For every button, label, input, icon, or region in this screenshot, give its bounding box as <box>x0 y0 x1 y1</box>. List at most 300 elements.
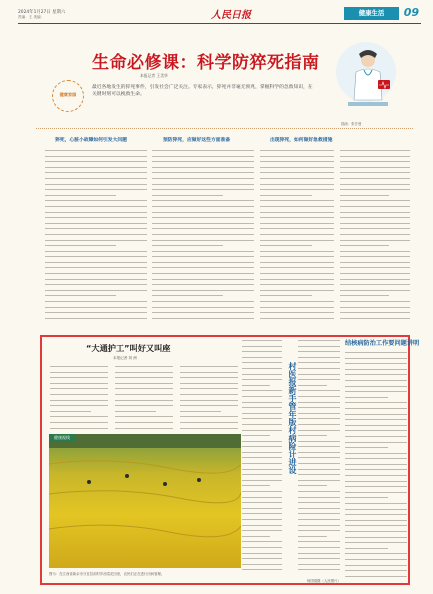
text-line <box>242 491 282 492</box>
text-line <box>242 457 282 458</box>
text-line <box>50 388 108 389</box>
text-line <box>45 279 147 280</box>
text-line <box>50 372 108 373</box>
text-line <box>152 262 254 263</box>
text-line <box>45 256 147 257</box>
text-line <box>115 405 173 406</box>
desk-icon <box>348 102 388 106</box>
text-line <box>242 530 282 531</box>
text-line <box>298 508 340 509</box>
text-line <box>260 184 334 185</box>
text-line <box>242 413 282 414</box>
text-line <box>340 161 410 162</box>
field-row-3 <box>49 525 241 537</box>
text-line <box>152 290 254 291</box>
text-line <box>260 251 334 252</box>
text-line <box>180 366 238 367</box>
text-line <box>180 388 238 389</box>
text-line <box>260 178 334 179</box>
text-line <box>242 424 282 425</box>
text-line <box>298 396 340 397</box>
text-line <box>45 267 147 268</box>
doctor-coat-icon <box>354 69 382 100</box>
text-line <box>45 295 116 296</box>
text-line <box>345 548 388 549</box>
text-line <box>45 307 147 308</box>
text-line <box>260 156 334 157</box>
text-line <box>260 290 334 291</box>
text-line <box>345 458 407 459</box>
feature-col-2 <box>115 366 173 433</box>
text-line <box>340 256 410 257</box>
text-line <box>345 408 407 409</box>
text-line <box>298 564 340 565</box>
text-line <box>260 256 334 257</box>
text-line <box>242 346 282 347</box>
text-line <box>298 446 340 447</box>
text-line <box>298 463 340 464</box>
text-line <box>345 469 407 470</box>
text-line <box>45 212 147 213</box>
text-line <box>45 240 147 241</box>
text-line <box>45 312 147 313</box>
text-line <box>340 212 410 213</box>
text-line <box>345 436 407 437</box>
text-line <box>45 189 147 190</box>
text-line <box>260 307 334 308</box>
illustration-caption: 插画：张芳曼 <box>341 122 362 126</box>
text-line <box>242 463 282 464</box>
text-line <box>50 411 91 412</box>
text-line <box>242 469 282 470</box>
text-line <box>298 474 340 475</box>
text-line <box>152 234 254 235</box>
text-line <box>298 541 340 542</box>
text-line <box>115 394 173 395</box>
text-line <box>242 502 282 503</box>
text-line <box>340 284 410 285</box>
text-line <box>242 430 282 431</box>
text-line <box>115 366 173 367</box>
text-line <box>340 150 410 151</box>
text-line <box>298 407 340 408</box>
text-line <box>45 184 147 185</box>
text-line <box>340 312 410 313</box>
text-line <box>45 318 147 319</box>
field-scene <box>49 434 241 568</box>
text-line <box>152 184 254 185</box>
text-line <box>298 525 340 526</box>
text-line <box>260 167 334 168</box>
text-line <box>152 318 254 319</box>
text-line <box>242 553 282 554</box>
text-line <box>345 414 407 415</box>
text-line <box>298 430 340 431</box>
text-line <box>50 366 108 367</box>
text-line <box>242 374 282 375</box>
text-line <box>242 497 282 498</box>
text-line <box>152 217 254 218</box>
text-line <box>345 525 407 526</box>
text-line <box>152 301 254 302</box>
text-line <box>45 172 147 173</box>
text-line <box>345 542 407 543</box>
text-line <box>45 245 116 246</box>
text-line <box>115 400 173 401</box>
text-line <box>298 435 327 436</box>
text-line <box>260 172 334 173</box>
text-line <box>45 262 147 263</box>
text-line <box>50 377 108 378</box>
text-line <box>345 442 407 443</box>
text-line <box>298 519 340 520</box>
text-line <box>298 413 340 414</box>
text-line <box>298 513 340 514</box>
editor-credit: 责编：王 美编： <box>18 15 45 19</box>
text-line <box>242 357 282 358</box>
text-line <box>242 340 282 341</box>
text-line <box>260 150 334 151</box>
text-line <box>260 217 334 218</box>
text-line <box>115 428 173 429</box>
text-line <box>340 189 410 190</box>
text-line <box>298 547 340 548</box>
text-line <box>340 228 410 229</box>
text-line <box>45 167 147 168</box>
farmer-icon <box>197 478 201 482</box>
text-line <box>152 279 254 280</box>
text-line <box>115 388 173 389</box>
text-line <box>345 481 407 482</box>
text-line <box>152 206 254 207</box>
text-line <box>50 405 108 406</box>
text-line <box>340 167 410 168</box>
feature-byline: 本报记者 刘 洲 <box>113 356 137 360</box>
text-line <box>298 457 340 458</box>
column-4-text <box>340 150 410 323</box>
photo-caption: 图为：在江西省新余市分宜县洞村乡油菜花田里，农民们正在进行田间管理。 <box>49 572 165 576</box>
column-badge: 健康家园 <box>59 92 77 97</box>
text-line <box>45 284 147 285</box>
text-line <box>45 156 147 157</box>
text-line <box>50 428 108 429</box>
text-line <box>260 200 334 201</box>
text-line <box>180 394 238 395</box>
column-2-subhead: 预防猝死，应做好这些方面准备 <box>163 138 231 143</box>
text-line <box>152 256 254 257</box>
text-line <box>242 474 282 475</box>
text-line <box>345 386 407 387</box>
text-line <box>45 178 147 179</box>
text-line <box>45 150 147 151</box>
text-line <box>260 279 334 280</box>
text-line <box>242 558 282 559</box>
text-line <box>115 411 156 412</box>
text-line <box>345 514 407 515</box>
text-line <box>242 446 282 447</box>
text-line <box>242 379 282 380</box>
text-line <box>298 362 340 363</box>
text-line <box>152 251 254 252</box>
text-line <box>345 419 407 420</box>
text-line <box>242 547 282 548</box>
text-line <box>345 430 407 431</box>
text-line <box>152 312 254 313</box>
text-line <box>298 441 340 442</box>
text-line <box>45 290 147 291</box>
text-line <box>152 161 254 162</box>
text-line <box>345 397 388 398</box>
column-1-text <box>45 150 147 323</box>
text-line <box>260 189 334 190</box>
text-line <box>340 301 410 302</box>
text-line <box>242 536 270 537</box>
text-line <box>115 416 173 417</box>
text-line <box>180 383 238 384</box>
text-line <box>180 428 238 429</box>
text-line <box>340 206 410 207</box>
text-line <box>345 374 407 375</box>
text-line <box>345 475 407 476</box>
text-line <box>242 407 282 408</box>
text-line <box>340 223 410 224</box>
text-line <box>242 402 282 403</box>
text-line <box>260 161 334 162</box>
text-line <box>345 363 407 364</box>
side-article-text <box>345 352 407 581</box>
vertical-headline: 村医报新手管年版村病险计进设 <box>288 362 297 474</box>
text-line <box>298 485 327 486</box>
section-label: 健康生活 <box>344 7 399 20</box>
text-line <box>115 422 173 423</box>
text-line <box>260 318 334 319</box>
text-line <box>345 570 407 571</box>
text-line <box>340 251 410 252</box>
text-line <box>298 402 340 403</box>
section-divider <box>36 128 413 129</box>
field-row-2 <box>49 491 241 503</box>
text-line <box>45 251 147 252</box>
text-line <box>152 295 223 296</box>
text-line <box>242 452 282 453</box>
text-line <box>50 416 108 417</box>
text-line <box>345 553 407 554</box>
text-line <box>180 405 238 406</box>
text-line <box>298 480 340 481</box>
text-line <box>152 223 254 224</box>
text-line <box>152 245 223 246</box>
article-intro: 最近各地发生的猝死事件，引发社会广泛关注。专家表示，猝死并非毫无预兆，掌握科学的急救知识，在关键时刻可以挽救生命。 <box>92 85 313 98</box>
text-line <box>298 418 340 419</box>
text-line <box>298 368 340 369</box>
text-line <box>260 206 334 207</box>
text-line <box>298 469 340 470</box>
text-line <box>242 396 282 397</box>
text-line <box>340 195 389 196</box>
text-line <box>260 234 334 235</box>
text-line <box>45 217 147 218</box>
text-line <box>340 290 410 291</box>
photo-credit: 杨国梁摄（人民图片） <box>307 579 341 583</box>
text-line <box>152 178 254 179</box>
text-line <box>242 485 270 486</box>
text-line <box>260 284 334 285</box>
text-line <box>345 576 407 577</box>
text-line <box>345 425 407 426</box>
text-line <box>45 200 147 201</box>
text-line <box>242 508 282 509</box>
text-line <box>298 553 340 554</box>
text-line <box>345 559 407 560</box>
text-line <box>152 228 254 229</box>
text-line <box>340 184 410 185</box>
text-line <box>345 464 407 465</box>
field-row-1 <box>49 461 241 473</box>
text-line <box>298 452 340 453</box>
issue-date: 2024年1月27日 星期六 <box>18 10 66 15</box>
text-line <box>298 530 340 531</box>
text-line <box>242 480 282 481</box>
text-line <box>345 369 407 370</box>
feature-col-5 <box>298 340 340 575</box>
text-line <box>345 358 407 359</box>
text-line <box>242 362 282 363</box>
top-bar <box>18 6 421 22</box>
text-line <box>180 400 238 401</box>
text-line <box>345 497 388 498</box>
text-line <box>45 301 147 302</box>
text-line <box>340 178 410 179</box>
column-3-text <box>260 150 334 323</box>
text-line <box>298 346 340 347</box>
text-line <box>152 167 254 168</box>
text-line <box>345 531 407 532</box>
text-line <box>345 352 407 353</box>
farmer-icon <box>87 480 91 484</box>
text-line <box>260 312 334 313</box>
text-line <box>242 390 282 391</box>
text-line <box>298 424 340 425</box>
text-line <box>340 318 410 319</box>
text-line <box>242 351 282 352</box>
text-line <box>340 217 410 218</box>
rapeseed-field-photo <box>49 434 241 568</box>
text-line <box>298 351 340 352</box>
text-line <box>152 156 254 157</box>
text-line <box>180 377 238 378</box>
text-line <box>45 161 147 162</box>
text-line <box>45 234 147 235</box>
text-line <box>345 447 388 448</box>
text-line <box>340 262 410 263</box>
text-line <box>242 385 270 386</box>
text-line <box>50 422 108 423</box>
text-line <box>345 520 407 521</box>
text-line <box>45 195 116 196</box>
text-line <box>50 400 108 401</box>
text-line <box>298 536 327 537</box>
article-byline: 本报记者 王美华 <box>140 73 168 78</box>
text-line <box>345 537 407 538</box>
text-line <box>115 377 173 378</box>
text-line <box>340 200 410 201</box>
text-line <box>152 200 254 201</box>
text-line <box>298 558 340 559</box>
text-line <box>242 441 282 442</box>
text-line <box>152 273 254 274</box>
doctor-illustration <box>320 40 412 120</box>
text-line <box>298 340 340 341</box>
text-line <box>345 565 407 566</box>
text-line <box>298 374 340 375</box>
text-line <box>340 273 410 274</box>
text-line <box>50 383 108 384</box>
page-title: 生命必修课：科学防猝死指南 <box>92 53 320 73</box>
text-line <box>260 212 334 213</box>
farmer-icon <box>125 474 129 478</box>
text-line <box>298 502 340 503</box>
column-3-subhead: 出现猝死，如何做好急救措施 <box>270 138 333 143</box>
text-line <box>180 411 221 412</box>
text-line <box>260 195 312 196</box>
text-line <box>298 491 340 492</box>
feature-title: “大通护工”叫好又叫座 <box>86 343 171 353</box>
text-line <box>242 519 282 520</box>
text-line <box>345 391 407 392</box>
feature-col-3 <box>180 366 238 433</box>
text-line <box>180 372 238 373</box>
text-line <box>242 418 282 419</box>
text-line <box>152 150 254 151</box>
text-line <box>260 262 334 263</box>
feature-col-1 <box>50 366 108 433</box>
text-line <box>298 379 340 380</box>
text-line <box>152 172 254 173</box>
text-line <box>260 245 312 246</box>
text-line <box>298 357 340 358</box>
text-line <box>260 301 334 302</box>
header-rule <box>18 23 421 24</box>
text-line <box>50 394 108 395</box>
text-line <box>345 509 407 510</box>
photo-section-tag: 健康视线 <box>49 434 75 442</box>
text-line <box>242 513 282 514</box>
text-line <box>345 402 407 403</box>
text-line <box>115 383 173 384</box>
text-line <box>298 497 340 498</box>
side-article-title: 结核病防治工作要问题讲明 <box>345 340 420 347</box>
text-line <box>45 206 147 207</box>
text-line <box>345 380 407 381</box>
text-line <box>152 307 254 308</box>
text-line <box>152 212 254 213</box>
text-line <box>180 416 238 417</box>
text-line <box>45 228 147 229</box>
text-line <box>242 368 282 369</box>
text-line <box>242 564 282 565</box>
text-line <box>260 273 334 274</box>
text-line <box>180 422 238 423</box>
column-1-subhead: 猝死，心脏小故障如何引发大问题 <box>55 138 127 143</box>
text-line <box>152 267 254 268</box>
text-line <box>242 525 282 526</box>
text-line <box>152 195 223 196</box>
text-line <box>260 295 312 296</box>
text-line <box>152 240 254 241</box>
text-line <box>298 390 340 391</box>
text-line <box>152 189 254 190</box>
farmer-icon <box>163 482 167 486</box>
